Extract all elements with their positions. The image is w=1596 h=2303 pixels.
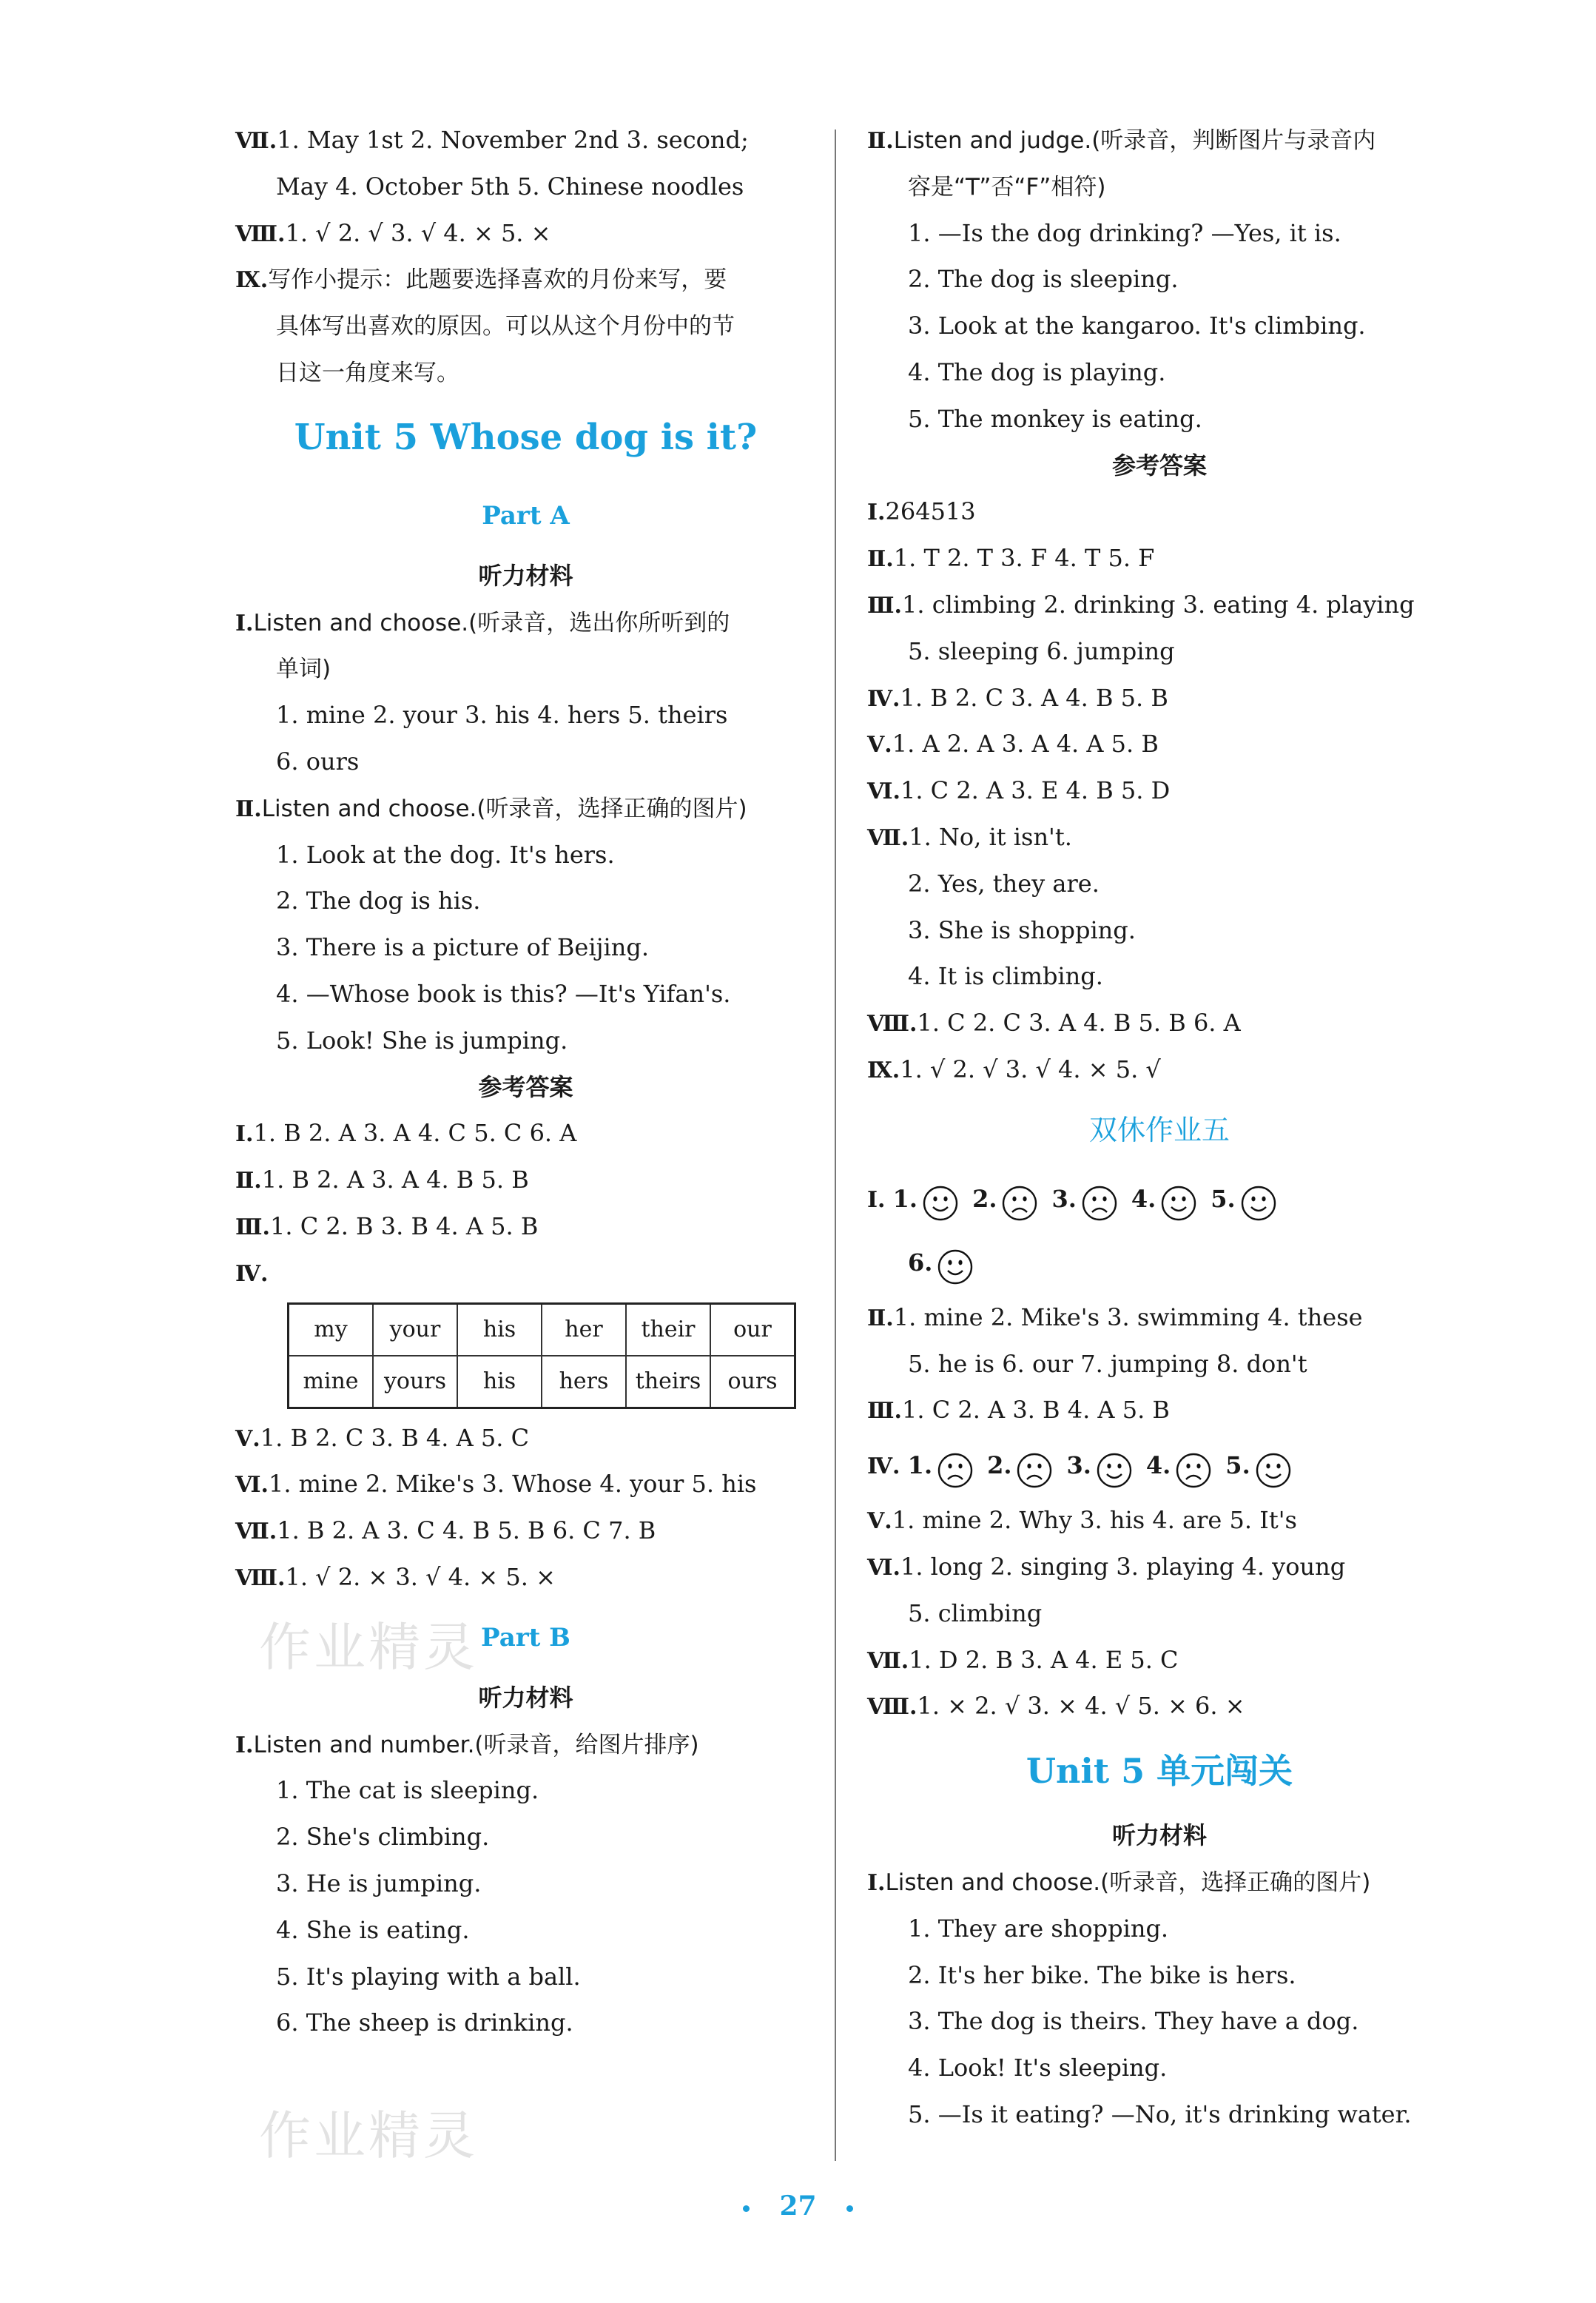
faces-row-1b [867, 1231, 1452, 1294]
text-line [235, 164, 816, 210]
text-line [867, 814, 1452, 861]
weekend-answers [867, 1294, 1452, 1433]
line-text: 单词) [276, 656, 331, 683]
line-text: 1. B 2. A 3. A 4. C 5. C 6. A [253, 1119, 577, 1148]
line-text: 4. Look! It's sleeping. [908, 2054, 1168, 2082]
faces-group [893, 1185, 1290, 1213]
roman-numeral: Ⅷ. [867, 1694, 917, 1721]
text-line [867, 488, 1452, 535]
faces-row-4 [867, 1433, 1452, 1497]
part-b-listening [235, 1721, 816, 2047]
table-cell: my [289, 1303, 374, 1356]
text-line [867, 303, 1452, 349]
table-cell: his [457, 1356, 542, 1408]
text-line [867, 721, 1452, 767]
text-line [235, 1157, 816, 1203]
line-text: 3. The dog is theirs. They have a dog. [908, 2007, 1359, 2036]
roman-numeral: Ⅸ. [867, 1057, 900, 1083]
line-text: 1. B 2. C 3. A 4. B 5. B [900, 683, 1168, 712]
item-number: 5. [1225, 1451, 1250, 1480]
line-text: 1. √ 2. √ 3. √ 4. × 5. √ [900, 1055, 1161, 1083]
line-text: 1. mine 2. Why 3. his 4. are 5. It's [892, 1506, 1297, 1535]
item-number: 5. [1211, 1184, 1236, 1213]
text-line [235, 1415, 816, 1462]
text-line [867, 1046, 1452, 1093]
text-line [867, 582, 1452, 628]
line-text: 1. —Is the dog drinking? —Yes, it is. [908, 218, 1341, 247]
text-line [235, 1767, 816, 1814]
line-text: 1. C 2. C 3. A 4. B 5. B 6. A [917, 1009, 1241, 1038]
part-b-listening-cont [867, 117, 1452, 443]
line-text: 1. T 2. T 3. F 4. T 5. F [893, 544, 1155, 573]
line-text: 5. —Is it eating? —No, it's drinking water. [908, 2099, 1412, 2128]
line-text: 4. —Whose book is this? —It's Yifan's. [276, 979, 731, 1008]
roman-numeral: Ⅰ. [867, 1186, 886, 1213]
text-line [867, 907, 1452, 954]
table-row [289, 1356, 795, 1408]
line-text: 6. The sheep is drinking. [276, 2008, 573, 2037]
unit-title: Unit 5 Whose dog is it? [294, 416, 758, 458]
roman-numeral: Ⅱ. [867, 546, 894, 573]
column-divider [835, 130, 836, 2161]
roman-numeral: Ⅱ. [235, 796, 262, 822]
smiley-face-icon [1096, 1449, 1133, 1486]
sad-face-icon [1175, 1449, 1212, 1486]
unit4-answers-tail [235, 117, 816, 396]
line-text: 1. √ 2. √ 3. √ 4. × 5. × [285, 218, 551, 247]
roman-numeral: Ⅶ. [235, 128, 277, 154]
line-text: 1. A 2. A 3. A 4. A 5. B [892, 730, 1159, 759]
unit-test-listening [867, 1859, 1452, 2138]
line-text: 1. Look at the dog. It's hers. [276, 840, 615, 869]
line-text: Listen and choose.(听录音，选择正确的图片) [885, 1869, 1371, 1896]
text-line [235, 1110, 816, 1157]
roman-numeral: Ⅲ. [235, 1214, 270, 1240]
text-line [235, 1461, 816, 1507]
text-line [867, 953, 1452, 1000]
text-line [235, 2000, 816, 2046]
text-line [235, 210, 816, 257]
item-number: 3. [1066, 1451, 1091, 1480]
text-line [235, 832, 816, 878]
line-text: 3. She is shopping. [908, 915, 1136, 944]
text-line [235, 303, 816, 349]
roman-numeral: Ⅶ. [235, 1519, 277, 1545]
line-text: 1. D 2. B 3. A 4. E 5. C [909, 1645, 1179, 1674]
table-cell: yours [373, 1356, 457, 1408]
text-line [867, 396, 1452, 443]
text-line [867, 349, 1452, 396]
part-b-answers [867, 488, 1452, 1092]
line-text: 日这一角度来写。 [276, 359, 459, 386]
table-cell: ours [710, 1356, 795, 1408]
table-cell: his [457, 1303, 542, 1356]
text-line [867, 1998, 1452, 2045]
line-text: 2. The dog is sleeping. [908, 265, 1179, 294]
line-text: 1. The cat is sleeping. [276, 1776, 539, 1805]
listening-title: 听力材料 [1111, 1821, 1207, 1850]
text-line [235, 1203, 816, 1250]
text-line [235, 1721, 816, 1768]
text-line [867, 1497, 1452, 1544]
roman-numeral: Ⅷ. [867, 1011, 917, 1038]
item-number: 2. [987, 1451, 1012, 1480]
text-line [235, 739, 816, 785]
listening-title: 听力材料 [478, 561, 573, 590]
line-text: 1. √ 2. × 3. √ 4. × 5. × [285, 1562, 556, 1591]
line-text: 1. B 2. A 3. A 4. B 5. B [261, 1166, 529, 1194]
faces-group [908, 1451, 1305, 1479]
line-text: 5. climbing [908, 1598, 1043, 1627]
line-text: 2. It's her bike. The bike is hers. [908, 1960, 1296, 1989]
answers-title: 参考答案 [1111, 451, 1207, 480]
line-text: 1. C 2. B 3. B 4. A 5. B [269, 1211, 539, 1240]
roman-numeral: Ⅱ. [867, 128, 894, 154]
line-text: 1. C 2. A 3. E 4. B 5. D [900, 776, 1171, 805]
roman-numeral: Ⅰ. [235, 1732, 254, 1758]
line-text: 具体写出喜欢的原因。可以从这个月份中的节 [276, 313, 735, 340]
text-line [867, 861, 1452, 907]
text-line [867, 767, 1452, 814]
roman-numeral: Ⅳ. [867, 1453, 900, 1480]
line-text: 4. The dog is playing. [908, 357, 1166, 386]
roman-numeral: Ⅶ. [867, 824, 909, 851]
text-line [867, 628, 1452, 675]
roman-numeral: Ⅵ. [235, 1472, 269, 1499]
text-line [867, 1590, 1452, 1637]
line-text: 3. There is a picture of Beijing. [276, 933, 649, 962]
roman-numeral: Ⅵ. [867, 779, 900, 805]
text-line [867, 1859, 1452, 1906]
text-line [235, 645, 816, 692]
text-line [867, 675, 1452, 722]
table-cell: their [626, 1303, 710, 1356]
text-line [867, 1906, 1452, 1952]
text-line [235, 1250, 816, 1297]
answers-title: 参考答案 [478, 1072, 573, 1101]
text-line [235, 599, 816, 646]
line-text: Listen and choose.(听录音，选出你所听到的 [253, 609, 730, 636]
line-text: 1. × 2. √ 3. × 4. √ 5. × 6. × [917, 1692, 1245, 1721]
roman-numeral: Ⅸ. [235, 267, 269, 294]
roman-numeral: Ⅰ. [867, 500, 886, 526]
item-number: 6. [908, 1248, 933, 1277]
listening-title: 听力材料 [478, 1683, 573, 1712]
table-row [289, 1303, 795, 1356]
line-text: 容是“T”否“F”相符) [908, 173, 1106, 201]
line-text: 3. He is jumping. [276, 1869, 482, 1897]
table-cell: hers [542, 1356, 626, 1408]
text-line [867, 1294, 1452, 1341]
sad-face-icon [1016, 1449, 1053, 1486]
text-line [867, 535, 1452, 582]
roman-numeral: Ⅵ. [867, 1554, 900, 1581]
item-number: 4. [1145, 1451, 1171, 1480]
line-text: 写作小提示：此题要选择喜欢的月份来写，要 [268, 266, 727, 294]
dot-icon [846, 2205, 853, 2212]
item-number: 1. [892, 1184, 918, 1213]
line-text: Listen and judge.(听录音，判断图片与录音内 [893, 127, 1376, 154]
table-cell: our [710, 1303, 795, 1356]
text-line [867, 256, 1452, 303]
text-line [867, 117, 1452, 164]
text-line [235, 692, 816, 739]
sad-face-icon [937, 1449, 974, 1486]
line-text: 2. The dog is his. [276, 887, 481, 915]
text-line [235, 1860, 816, 1907]
line-text: 1. mine 2. Mike's 3. swimming 4. these [893, 1302, 1363, 1331]
table-cell: her [542, 1303, 626, 1356]
line-text: 5. It's playing with a ball. [276, 1962, 581, 1991]
line-text: 1. No, it isn't. [909, 822, 1072, 851]
roman-numeral: Ⅰ. [867, 1869, 886, 1896]
line-text: 1. B 2. C 3. B 4. A 5. C [260, 1423, 530, 1452]
line-text: 1. climbing 2. drinking 3. eating 4. playing [901, 590, 1415, 619]
line-text: 2. She's climbing. [276, 1823, 490, 1852]
text-line [867, 1637, 1452, 1684]
smiley-face-icon [937, 1245, 974, 1282]
smiley-face-icon [922, 1182, 959, 1219]
text-line [867, 164, 1452, 210]
text-line [867, 1000, 1452, 1046]
smiley-face-icon [1240, 1182, 1277, 1219]
text-line [235, 256, 816, 303]
left-column [235, 117, 816, 2046]
line-text: 1. mine 2. your 3. his 4. hers 5. theirs [276, 701, 728, 730]
line-text: 1. C 2. A 3. B 4. A 5. B [901, 1396, 1170, 1425]
roman-numeral: Ⅲ. [867, 592, 902, 619]
text-line [235, 1814, 816, 1860]
line-text: 4. It is climbing. [908, 962, 1103, 991]
roman-numeral: Ⅴ. [867, 1508, 892, 1535]
roman-numeral: Ⅴ. [235, 1425, 260, 1452]
line-text: 1. They are shopping. [908, 1914, 1169, 1943]
line-text: 2. Yes, they are. [908, 869, 1100, 898]
line-text: Listen and choose.(听录音，选择正确的图片) [261, 795, 747, 822]
text-line [867, 1544, 1452, 1590]
line-text: 5. Look! She is jumping. [276, 1026, 568, 1055]
line-text: 1. long 2. singing 3. playing 4. young [900, 1552, 1346, 1581]
pronoun-table [287, 1302, 796, 1409]
part-b-title: Part B [481, 1622, 570, 1653]
text-line [235, 785, 816, 832]
part-a-listening [235, 599, 816, 1064]
roman-numeral: Ⅰ. [235, 610, 254, 636]
smiley-face-icon [1255, 1449, 1292, 1486]
roman-numeral: Ⅳ. [235, 1260, 269, 1287]
text-line [867, 1387, 1452, 1433]
right-column [867, 117, 1452, 2138]
watermark: 作业精灵 [259, 1617, 478, 1678]
line-text: 6. ours [276, 747, 360, 776]
faces-group [908, 1248, 987, 1277]
part-a-answers-2 [235, 1415, 816, 1601]
watermark: 作业精灵 [259, 2105, 478, 2166]
text-line [867, 1952, 1452, 1999]
roman-numeral: Ⅱ. [867, 1305, 894, 1331]
line-text: 3. Look at the kangaroo. It's climbing. [908, 312, 1366, 340]
roman-numeral: Ⅲ. [867, 1398, 902, 1425]
roman-numeral: Ⅶ. [867, 1647, 909, 1674]
text-line [235, 1554, 816, 1601]
table-cell: your [373, 1303, 457, 1356]
table-cell: theirs [626, 1356, 710, 1408]
text-line [235, 1907, 816, 1954]
faces-row-1 [867, 1167, 1452, 1231]
text-line [235, 1954, 816, 2000]
text-line [867, 2045, 1452, 2091]
part-a-title: Part A [482, 500, 570, 531]
roman-numeral: Ⅱ. [235, 1168, 262, 1194]
item-number: 4. [1131, 1184, 1156, 1213]
sad-face-icon [1081, 1182, 1118, 1219]
line-text: 1. B 2. A 3. C 4. B 5. B 6. C 7. B [277, 1516, 656, 1545]
text-line [235, 971, 816, 1018]
smiley-face-icon [1160, 1182, 1197, 1219]
line-text: 5. sleeping 6. jumping [908, 636, 1175, 665]
page-number [0, 2191, 1596, 2222]
weekend-homework-title: 双休作业五 [1088, 1113, 1230, 1146]
line-text: 5. The monkey is eating. [908, 404, 1202, 433]
text-line [867, 210, 1452, 257]
text-line [235, 1018, 816, 1064]
text-line [235, 924, 816, 971]
text-line [867, 2091, 1452, 2138]
item-number: 1. [907, 1451, 933, 1480]
page-number-text: 27 [779, 2191, 817, 2222]
text-line [235, 1507, 816, 1554]
part-a-answers [235, 1110, 816, 1296]
line-text: 1. mine 2. Mike's 3. Whose 4. your 5. his [268, 1470, 757, 1499]
roman-numeral: Ⅰ. [235, 1121, 254, 1148]
unit-test-title: Unit 5 单元闯关 [1026, 1751, 1293, 1792]
sad-face-icon [1001, 1182, 1038, 1219]
weekend-answers-2 [867, 1497, 1452, 1729]
dot-icon [743, 2205, 750, 2212]
line-text: May 4. October 5th 5. Chinese noodles [276, 172, 744, 201]
line-text: 264513 [885, 497, 976, 526]
roman-numeral: Ⅷ. [235, 221, 286, 247]
text-line [235, 878, 816, 924]
roman-numeral: Ⅴ. [867, 732, 892, 759]
roman-numeral: Ⅳ. [867, 685, 900, 712]
item-number: 2. [972, 1184, 997, 1213]
line-text: 5. he is 6. our 7. jumping 8. don't [908, 1349, 1307, 1378]
text-line [235, 117, 816, 164]
line-text: 1. May 1st 2. November 2nd 3. second; [277, 126, 749, 154]
text-line [867, 1683, 1452, 1729]
item-number: 3. [1051, 1184, 1077, 1213]
line-text: 4. She is eating. [276, 1915, 470, 1944]
roman-numeral: Ⅷ. [235, 1564, 286, 1591]
text-line [867, 1341, 1452, 1388]
table-cell: mine [289, 1356, 374, 1408]
line-text: Listen and number.(听录音，给图片排序) [253, 1731, 699, 1758]
text-line [235, 349, 816, 396]
